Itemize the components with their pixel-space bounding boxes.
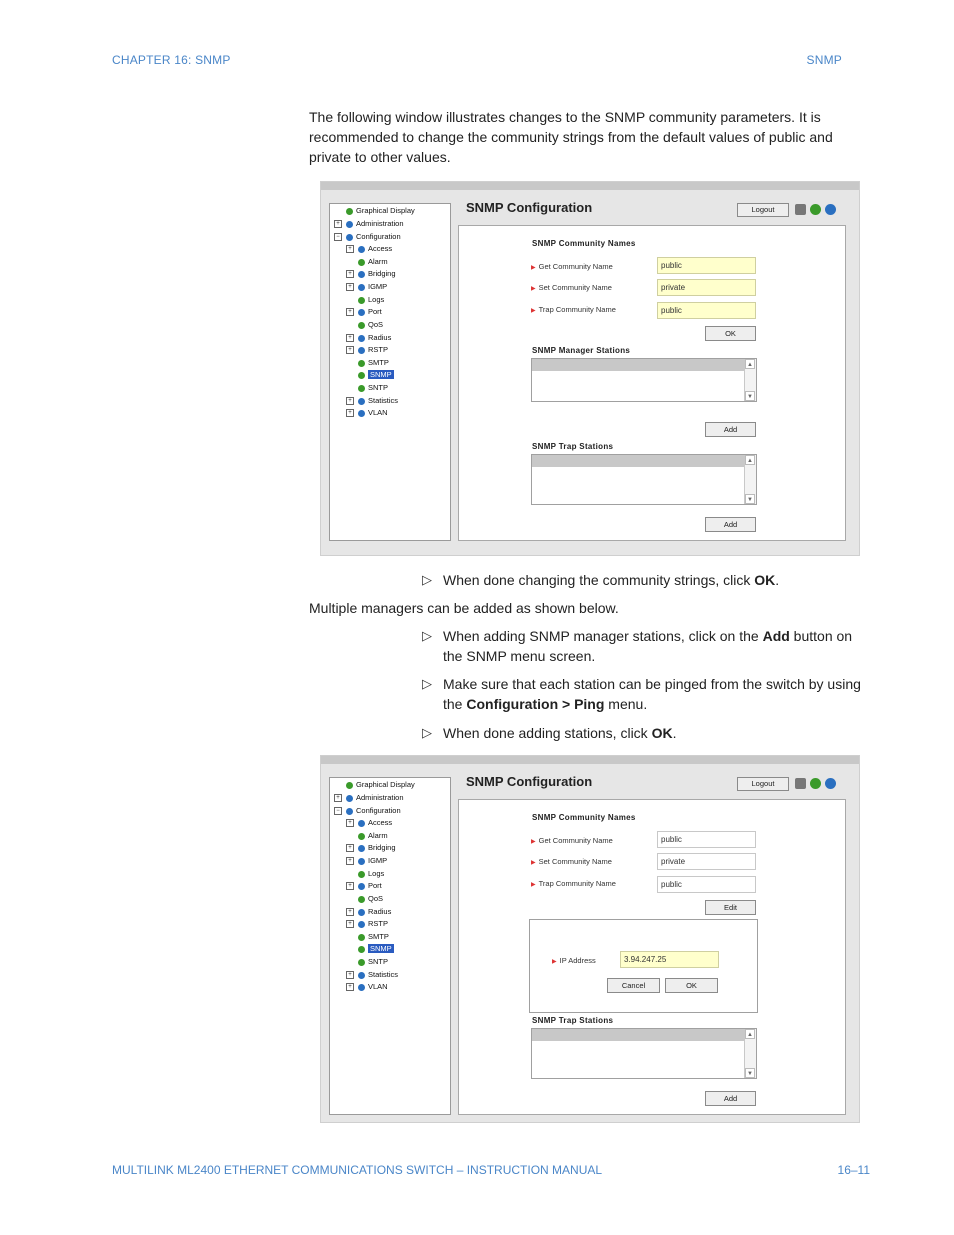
set-community-label: ▶ Set Community Name: [531, 857, 612, 866]
manual-title-footer: MULTILINK ML2400 ETHERNET COMMUNICATIONS SWITCH – INSTRUCTION MANUAL: [112, 1163, 603, 1177]
node-icon: [358, 259, 365, 266]
node-icon: [346, 234, 353, 241]
tree-item-qos[interactable]: QoS: [368, 320, 384, 329]
collapse-icon[interactable]: −: [334, 233, 342, 241]
page-number: 16–11: [837, 1163, 870, 1177]
expand-icon[interactable]: +: [346, 346, 354, 354]
node-icon: [358, 385, 365, 392]
expand-icon[interactable]: +: [346, 971, 354, 979]
expand-icon[interactable]: +: [346, 409, 354, 417]
tree-item-smtp[interactable]: SMTP: [368, 932, 389, 941]
expand-icon[interactable]: +: [334, 220, 342, 228]
expand-icon[interactable]: +: [346, 844, 354, 852]
tree-item-bridging[interactable]: Bridging: [368, 269, 396, 278]
ip-address-label: ▶ IP Address: [552, 956, 596, 965]
get-community-label: ▶ Get Community Name: [531, 262, 613, 271]
node-icon: [358, 309, 365, 316]
tree-item-igmp[interactable]: IGMP: [368, 856, 388, 865]
cancel-button[interactable]: Cancel: [607, 978, 660, 993]
node-icon: [346, 221, 353, 228]
node-icon: [358, 896, 365, 903]
tree-item-access[interactable]: Access: [368, 244, 393, 253]
nav-tree: [329, 777, 451, 1115]
tree-item-port[interactable]: Port: [368, 307, 382, 316]
tree-item-port[interactable]: Port: [368, 881, 382, 890]
trap-stations-heading: SNMP Trap Stations: [532, 1016, 614, 1025]
logout-button[interactable]: Logout: [737, 777, 789, 791]
tree-item-alarm[interactable]: Alarm: [368, 831, 388, 840]
trap-community-label: ▶ Trap Community Name: [531, 879, 616, 888]
node-icon: [346, 795, 353, 802]
tree-item-snmp[interactable]: SNMP: [370, 944, 392, 953]
triangle-icon: ▷: [422, 628, 432, 643]
node-icon: [358, 871, 365, 878]
add-trap-button[interactable]: Add: [705, 1091, 756, 1106]
add-manager-dialog: [529, 919, 758, 1013]
expand-icon[interactable]: +: [346, 920, 354, 928]
get-community-input[interactable]: public: [657, 257, 756, 274]
tree-item-administration[interactable]: Administration: [356, 793, 404, 802]
page-title: SNMP Configuration: [466, 774, 593, 789]
expand-icon[interactable]: +: [346, 245, 354, 253]
node-icon: [358, 372, 365, 379]
tree-item-alarm[interactable]: Alarm: [368, 257, 388, 266]
refresh-icon[interactable]: [810, 204, 821, 215]
instruction-bullet: ▷ When done adding stations, click OK.: [422, 725, 677, 741]
tree-item-graphical-display[interactable]: Graphical Display: [356, 780, 415, 789]
ip-address-input[interactable]: 3.94.247.25: [620, 951, 719, 968]
node-icon: [358, 246, 365, 253]
tree-item-graphical-display[interactable]: Graphical Display: [356, 206, 415, 215]
node-icon: [358, 858, 365, 865]
node-icon: [358, 398, 365, 405]
expand-icon[interactable]: +: [346, 334, 354, 342]
trap-stations-list[interactable]: [531, 454, 757, 505]
community-names-heading: SNMP Community Names: [532, 813, 636, 822]
get-community-label: ▶ Get Community Name: [531, 836, 613, 845]
triangle-icon: ▷: [422, 725, 432, 740]
node-icon: [358, 322, 365, 329]
nav-tree: [329, 203, 451, 541]
refresh-icon[interactable]: [810, 778, 821, 789]
logout-button[interactable]: Logout: [737, 203, 789, 217]
managers-paragraph: Multiple managers can be added as shown below.: [309, 600, 619, 616]
ok-button[interactable]: OK: [705, 326, 756, 341]
expand-icon[interactable]: +: [346, 983, 354, 991]
tree-item-radius[interactable]: Radius: [368, 907, 392, 916]
tree-item-sntp[interactable]: SNTP: [368, 383, 389, 392]
expand-icon[interactable]: +: [346, 908, 354, 916]
node-icon: [358, 946, 365, 953]
expand-icon[interactable]: +: [346, 819, 354, 827]
add-trap-button[interactable]: Add: [705, 517, 756, 532]
tree-item-vlan[interactable]: VLAN: [368, 982, 388, 991]
tree-item-smtp[interactable]: SMTP: [368, 358, 389, 367]
tree-item-igmp[interactable]: IGMP: [368, 282, 388, 291]
tree-item-logs[interactable]: Logs: [368, 295, 385, 304]
manager-stations-heading: SNMP Manager Stations: [532, 346, 631, 355]
expand-icon[interactable]: +: [346, 308, 354, 316]
tree-item-bridging[interactable]: Bridging: [368, 843, 396, 852]
node-icon: [358, 959, 365, 966]
ok-button[interactable]: OK: [665, 978, 718, 993]
expand-icon[interactable]: +: [346, 270, 354, 278]
tree-item-vlan[interactable]: VLAN: [368, 408, 388, 417]
trap-community-label: ▶ Trap Community Name: [531, 305, 616, 314]
main-panel: [458, 799, 846, 1115]
instruction-bullet: ▷ When done changing the community strings, click OK.: [422, 572, 780, 588]
tree-item-administration[interactable]: Administration: [356, 219, 404, 228]
node-icon: [358, 335, 365, 342]
section-header: SNMP: [806, 53, 842, 67]
main-panel: [458, 225, 846, 541]
community-names-heading: SNMP Community Names: [532, 239, 636, 248]
get-community-value: public: [657, 831, 756, 848]
tree-item-rstp[interactable]: RSTP: [368, 345, 389, 354]
manager-stations-list[interactable]: [531, 358, 757, 402]
tree-item-radius[interactable]: Radius: [368, 333, 392, 342]
node-icon: [346, 808, 353, 815]
node-icon: [358, 921, 365, 928]
set-community-label: ▶ Set Community Name: [531, 283, 612, 292]
scroll-down-icon[interactable]: ▼: [745, 391, 755, 401]
node-icon: [358, 883, 365, 890]
node-icon: [358, 845, 365, 852]
tree-item-statistics[interactable]: Statistics: [368, 396, 399, 405]
node-icon: [358, 934, 365, 941]
node-icon: [358, 360, 365, 367]
node-icon: [358, 347, 365, 354]
tree-item-access[interactable]: Access: [368, 818, 393, 827]
chapter-header: CHAPTER 16: SNMP: [112, 53, 231, 67]
expand-icon[interactable]: +: [334, 794, 342, 802]
tree-item-snmp[interactable]: SNMP: [370, 370, 392, 379]
node-icon: [358, 297, 365, 304]
tree-item-statistics[interactable]: Statistics: [368, 970, 399, 979]
node-icon: [346, 782, 353, 789]
node-icon: [358, 909, 365, 916]
node-icon: [358, 410, 365, 417]
scroll-down-icon[interactable]: ▼: [745, 494, 755, 504]
tree-item-sntp[interactable]: SNTP: [368, 957, 389, 966]
intro-paragraph: The following window illustrates changes to the SNMP community parameters. It is recommended to change the community strings from the default values of public and private to other values.: [309, 109, 833, 165]
tree-item-logs[interactable]: Logs: [368, 869, 385, 878]
node-icon: [358, 833, 365, 840]
help-icon[interactable]: [825, 204, 836, 215]
instruction-bullet: ▷ Make sure that each station can be pinged from the switch by using the Configuration > Ping menu.: [422, 676, 861, 712]
trap-stations-heading: SNMP Trap Stations: [532, 442, 614, 451]
add-manager-button[interactable]: Add: [705, 422, 756, 437]
node-icon: [358, 972, 365, 979]
expand-icon[interactable]: +: [346, 283, 354, 291]
triangle-icon: ▷: [422, 676, 432, 691]
scroll-up-icon[interactable]: ▲: [745, 455, 755, 465]
tree-item-configuration[interactable]: Configuration: [356, 806, 401, 815]
set-community-input[interactable]: private: [657, 279, 756, 296]
expand-icon[interactable]: +: [346, 882, 354, 890]
tree-item-configuration[interactable]: Configuration: [356, 232, 401, 241]
scroll-up-icon[interactable]: ▲: [745, 1029, 755, 1039]
node-icon: [358, 984, 365, 991]
node-icon: [346, 208, 353, 215]
save-icon[interactable]: [795, 778, 806, 789]
tree-item-qos[interactable]: QoS: [368, 894, 384, 903]
trap-community-input[interactable]: public: [657, 302, 756, 319]
node-icon: [358, 271, 365, 278]
expand-icon[interactable]: +: [346, 397, 354, 405]
tree-item-rstp[interactable]: RSTP: [368, 919, 389, 928]
scroll-up-icon[interactable]: ▲: [745, 359, 755, 369]
node-icon: [358, 820, 365, 827]
snmp-config-screenshot-2: [320, 755, 860, 1123]
page-title: SNMP Configuration: [466, 200, 593, 215]
set-community-value: private: [657, 853, 756, 870]
scroll-down-icon[interactable]: ▼: [745, 1068, 755, 1078]
trap-stations-list[interactable]: [531, 1028, 757, 1079]
expand-icon[interactable]: +: [346, 857, 354, 865]
instruction-bullet: ▷ When adding SNMP manager stations, click on the Add button on the SNMP menu screen.: [422, 628, 853, 664]
trap-community-value: public: [657, 876, 756, 893]
help-icon[interactable]: [825, 778, 836, 789]
save-icon[interactable]: [795, 204, 806, 215]
collapse-icon[interactable]: −: [334, 807, 342, 815]
edit-button[interactable]: Edit: [705, 900, 756, 915]
snmp-config-screenshot-1: [320, 181, 860, 556]
node-icon: [358, 284, 365, 291]
triangle-icon: ▷: [422, 572, 432, 587]
